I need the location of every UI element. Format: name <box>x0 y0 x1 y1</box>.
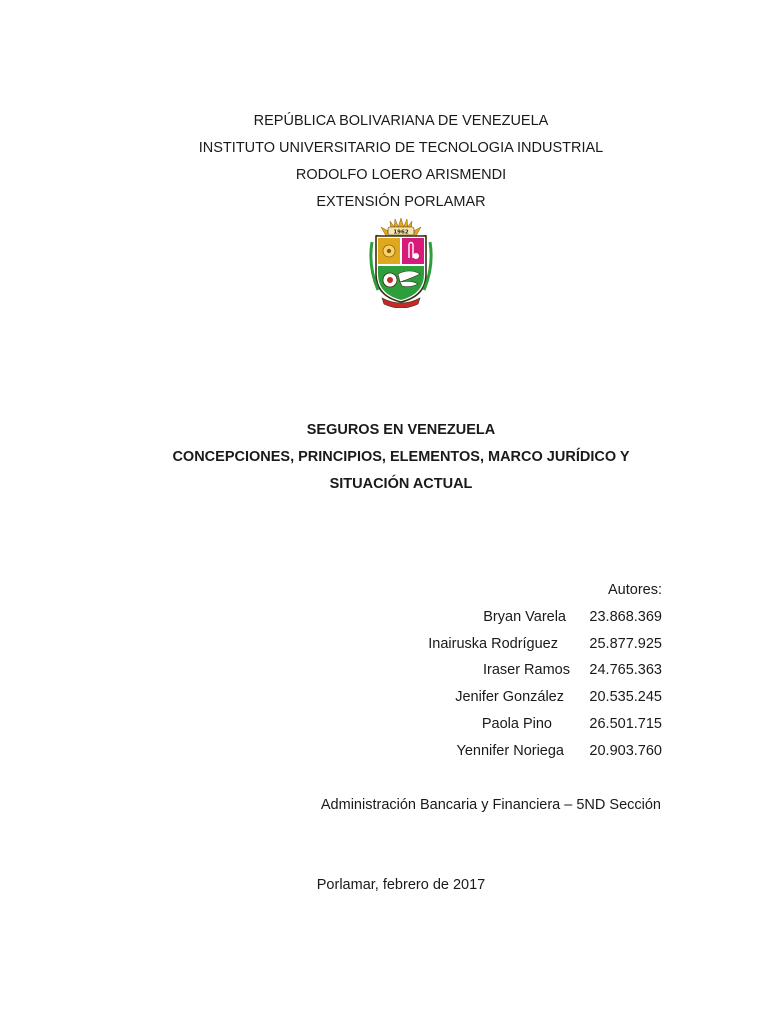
author-id: 25.877.925 <box>589 635 662 652</box>
author-name: Jenifer González <box>455 689 564 706</box>
author-name: Paola Pino <box>481 715 552 732</box>
title-subtitle-line1: CONCEPCIONES, PRINCIPIOS, ELEMENTOS, MARCO JURÍDICO Y <box>172 449 630 465</box>
author-name: Bryan Varela <box>483 608 566 625</box>
author-row <box>300 657 662 684</box>
header-institute-name: RODOLFO LOERO ARISMENDI <box>295 167 507 183</box>
program-section: Administración Bancaria y Financiera – 5ND Sección <box>320 797 661 813</box>
author-id: 26.501.715 <box>589 715 662 732</box>
authors-heading: Autores: <box>608 582 662 598</box>
institution-crest-icon <box>368 216 434 308</box>
author-name: Yennifer Noriega <box>456 742 564 759</box>
institution-header <box>0 108 768 216</box>
header-country: REPÚBLICA BOLIVARIANA DE VENEZUELA <box>253 113 549 129</box>
author-name: Inairuska Rodríguez <box>428 635 558 652</box>
document-title <box>0 417 768 498</box>
author-row <box>300 604 662 631</box>
author-id: 20.535.245 <box>589 689 662 706</box>
place-date: Porlamar, febrero de 2017 <box>316 877 486 893</box>
author-name: Iraser Ramos <box>482 662 570 679</box>
author-row <box>300 684 662 711</box>
authors-section <box>300 577 662 765</box>
author-id: 23.868.369 <box>589 608 662 625</box>
title-subtitle-line2: SITUACIÓN ACTUAL <box>329 476 473 492</box>
author-row <box>300 631 662 658</box>
author-id: 24.765.363 <box>589 662 662 679</box>
header-institute: INSTITUTO UNIVERSITARIO DE TECNOLOGIA INDUSTRIAL <box>198 140 604 156</box>
title-main: SEGUROS EN VENEZUELA <box>306 422 496 438</box>
crest-year: 1962 <box>393 229 409 236</box>
author-row <box>300 738 662 765</box>
header-extension: EXTENSIÓN PORLAMAR <box>316 194 486 210</box>
author-row <box>300 711 662 738</box>
author-id: 20.903.760 <box>589 742 662 759</box>
